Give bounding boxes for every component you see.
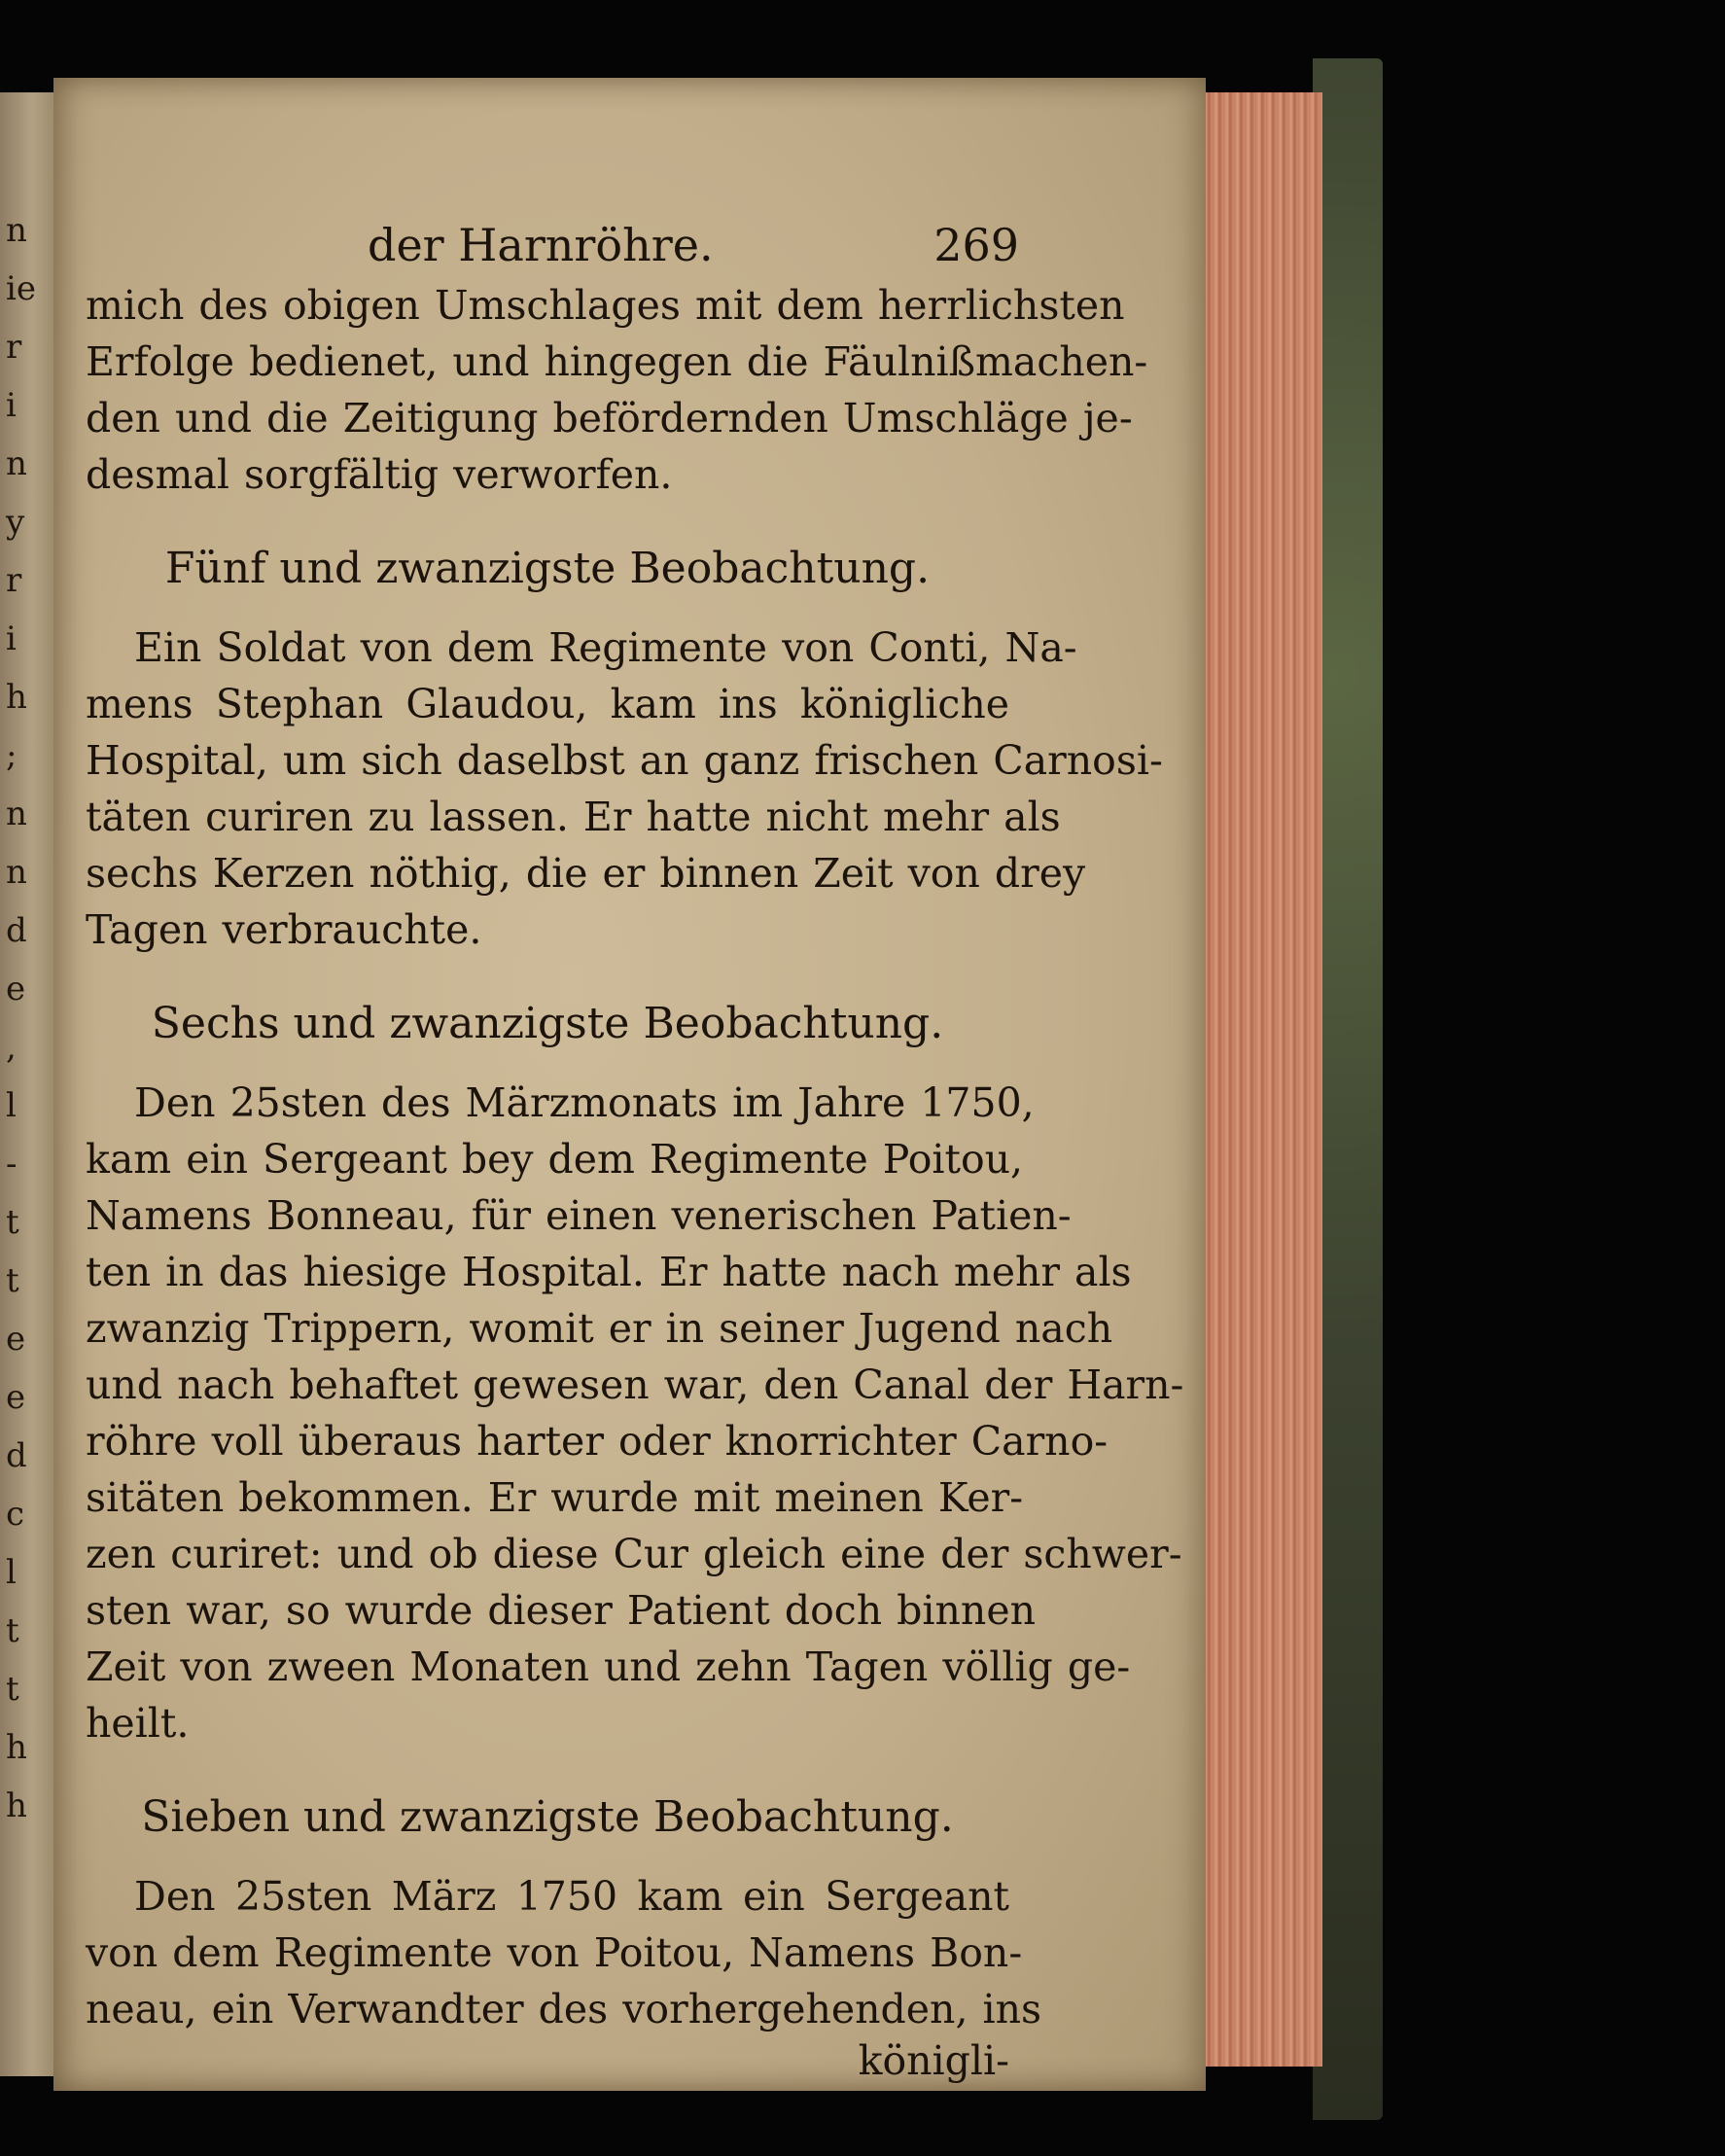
- text-line: zen curiret: und ob diese Cur gleich eine der schwer-: [86, 1531, 1182, 1577]
- text-line: kam ein Sergeant bey dem Regimente Poitou,: [86, 1136, 1024, 1183]
- text-line: von dem Regimente von Poitou, Namens Bon-: [86, 1929, 1023, 1976]
- facing-page-fragment: e: [6, 970, 26, 1008]
- heading-observation-26: Sechs und zwanzigste Beobachtung.: [151, 999, 944, 1048]
- heading-observation-25: Fünf und zwanzigste Beobachtung.: [164, 544, 931, 593]
- text-line: Erfolge bedienet, und hingegen die Fäulnißmachen-: [86, 338, 1148, 385]
- paragraph-observation-27: [86, 1868, 1042, 2037]
- facing-page-fragment: -: [6, 1145, 18, 1184]
- facing-page-fragment: t: [6, 1670, 19, 1709]
- facing-page-fragment: t: [6, 1261, 19, 1300]
- text-line: ten in das hiesige Hospital. Er hatte nach mehr als: [86, 1249, 1132, 1295]
- facing-page-fragment: t: [6, 1611, 19, 1650]
- paragraph-continuation: [86, 277, 1148, 503]
- text-line: desmal sorgfältig verworfen.: [86, 451, 673, 498]
- text-line: den und die Zeitigung befördernden Umschläge je-: [86, 395, 1133, 442]
- facing-page-fragment: e: [6, 1320, 26, 1359]
- page-number: 269: [933, 219, 1019, 271]
- facing-page-fragment: h: [6, 678, 27, 717]
- facing-page-fragment: d: [6, 911, 27, 950]
- facing-page-fragment: n: [6, 853, 27, 892]
- facing-page-fragment: l: [6, 1086, 17, 1125]
- page-block-edges: [1188, 92, 1322, 2067]
- facing-page-fragment: n: [6, 211, 27, 250]
- facing-page-fragment: ,: [6, 1028, 17, 1067]
- text-line: täten curiren zu lassen. Er hatte nicht mehr als: [86, 794, 1061, 840]
- catchword: königli-: [858, 2037, 1009, 2084]
- facing-page-fragment: e: [6, 1378, 26, 1417]
- text-line: Den 25sten des Märzmonats im Jahre 1750,: [134, 1079, 1035, 1126]
- facing-page-fragment: i: [6, 386, 17, 425]
- facing-page-edge: [0, 92, 53, 2076]
- heading-observation-27: Sieben und zwanzigste Beobachtung.: [141, 1792, 954, 1842]
- text-line: Zeit von zween Monaten und zehn Tagen völlig ge-: [86, 1644, 1131, 1690]
- running-head: der Harnröhre.: [368, 219, 714, 271]
- paragraph-observation-25: [86, 619, 1163, 958]
- text-line: mich des obigen Umschlages mit dem herrlichsten: [86, 282, 1125, 329]
- facing-page-fragment: c: [6, 1495, 25, 1534]
- text-line: sechs Kerzen nöthig, die er binnen Zeit von drey: [86, 850, 1086, 897]
- paragraph-observation-26: [86, 1075, 1184, 1751]
- facing-page-fragment: ;: [6, 736, 18, 775]
- facing-page-fragment: h: [6, 1786, 27, 1825]
- text-line: und nach behaftet gewesen war, den Canal der Harn-: [86, 1361, 1184, 1408]
- text-line: Ein Soldat von dem Regimente von Conti, Na-: [134, 624, 1077, 671]
- text-line: sitäten bekommen. Er wurde mit meinen Ker-: [86, 1474, 1024, 1521]
- facing-page-fragment: r: [6, 328, 22, 367]
- facing-page-fragment: i: [6, 619, 17, 658]
- text-line: Tagen verbrauchte.: [86, 906, 482, 953]
- text-line: neau, ein Verwandter des vorhergehenden, ins: [86, 1986, 1042, 2032]
- facing-page-fragment: ie: [6, 269, 36, 308]
- text-line: Namens Bonneau, für einen venerischen Patien-: [86, 1192, 1072, 1239]
- page-header: [86, 199, 1019, 277]
- text-line: zwanzig Trippern, womit er in seiner Jugend nach: [86, 1305, 1113, 1352]
- facing-page-fragment: n: [6, 795, 27, 833]
- facing-page-fragment: n: [6, 444, 27, 483]
- text-line: sten war, so wurde dieser Patient doch binnen: [86, 1587, 1036, 1634]
- facing-page-fragment: y: [6, 503, 25, 542]
- page-text: [86, 199, 1184, 2094]
- facing-page-fragment: l: [6, 1553, 17, 1592]
- facing-page-fragment: d: [6, 1436, 27, 1475]
- facing-page-fragment: t: [6, 1203, 19, 1242]
- text-line: Den 25sten März 1750 kam ein Sergeant: [134, 1873, 1009, 1920]
- text-line: Hospital, um sich daselbst an ganz frischen Carnosi-: [86, 737, 1163, 784]
- facing-page-fragment: h: [6, 1728, 27, 1767]
- text-line: heilt.: [86, 1700, 190, 1747]
- text-line: röhre voll überaus harter oder knorrichter Carno-: [86, 1418, 1109, 1465]
- text-line: mens Stephan Glaudou, kam ins königliche: [86, 681, 1009, 727]
- facing-page-fragment: r: [6, 561, 22, 600]
- book-cover-edge: [1313, 58, 1383, 2120]
